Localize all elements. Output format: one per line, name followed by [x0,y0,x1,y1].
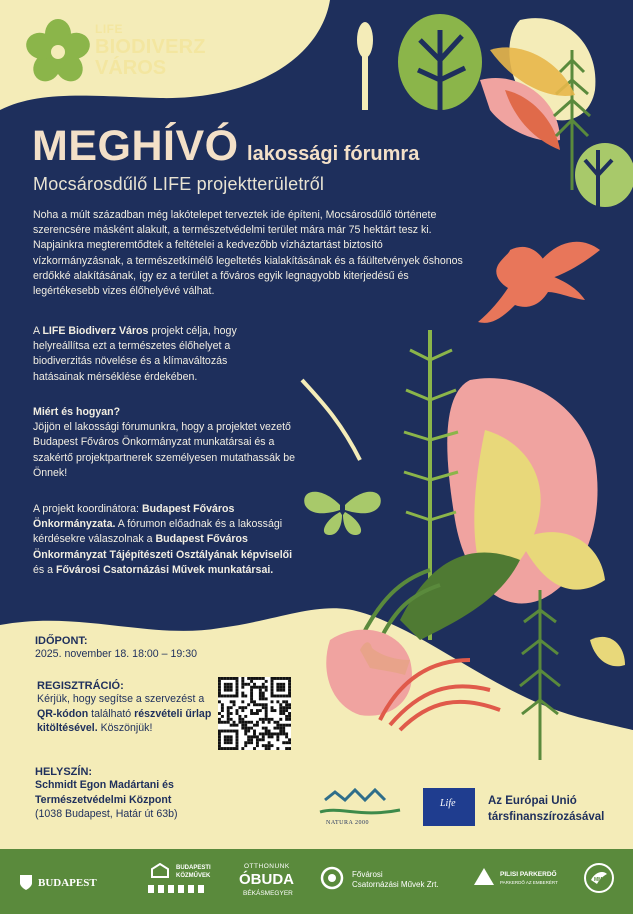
location-label: HELYSZÍN: [35,766,93,778]
partner-mme: MME [594,877,606,883]
natura-2000-logo: NATURA 2000 [326,820,370,826]
coord-text-1: A projekt koordinátora: [33,503,142,515]
partner-obuda-top: OTTHONUNK [244,863,290,870]
coord-text-2: A fórumon előadnak és a lakossági kérdésekre válaszolnak a [33,518,283,546]
coord-text-3: és a [33,563,56,576]
event-datetime [35,635,235,662]
coordinator-paragraph [33,502,295,578]
reg-text-3: Köszönjük! [97,722,153,734]
partner-kozmuvek-1: BUDAPESTI [176,865,211,871]
partner-pilis-2: PARKERDŐ AZ EMBERÉRT [500,880,558,885]
partner-pilis-1: PILISI PARKERDŐ [500,871,557,878]
event-location [35,766,225,822]
why-text: Jöjjön el lakossági fórumunkra, hogy a projektet vezető Budapest Főváros Önkormányzat munkatársai és a szakértő projektpartnerek személyesen mutathassák be Önnek! [33,421,296,479]
coord-bold-2: Budapest Főváros Önkormányzat Tájépítészeti Osztályának képviselői [33,533,293,561]
cream-stalk [302,380,360,460]
logo-line-1: LIFE [95,22,123,36]
coord-bold-1: Budapest Főváros Önkormányzata. [33,503,235,531]
purpose-text-1: A [33,325,43,337]
project-name: LIFE Biodiverz Város [42,325,149,337]
kozmuvek-icon [150,863,170,879]
purpose-paragraph [33,324,278,385]
eu-cofinancing-text [488,793,604,825]
purpose-text-2: projekt célja, hogy helyreállítsa ezt a természetes élőhelyet a biodiverzitás növelése és a klímaváltozás hatásainak mérséklése érdekében. [33,325,237,383]
registration-text [37,692,212,736]
why-heading: Miért és hogyan? [33,406,121,418]
registration-qr-code[interactable] [218,677,291,750]
eu-line-2: társfinanszírozásával [488,811,605,823]
bird-wing [535,242,600,280]
cream-bud [357,22,373,58]
logo-line-2: BIODIVERZ [95,36,206,58]
partner-obuda: ÓBUDA [239,871,294,888]
reg-text-1: Kérjük, hogy segítse a szervezést a [37,693,205,705]
event-registration [37,680,212,736]
reg-bold-1: QR-kódon [37,707,89,720]
life-flag-text: Life [440,798,456,809]
title-sub: lakossági fórumra [247,143,420,165]
fcsm-logo-icon [320,866,344,890]
logo-line-3: VÁROS [95,57,167,79]
budapest-crest-icon [18,873,34,891]
registration-label: REGISZTRÁCIÓ: [37,680,124,692]
title-main: MEGHÍVÓ [32,122,239,170]
reg-text-2: található [88,707,135,720]
partner-kozmuvek-2: KÖZMŰVEK [176,873,211,879]
partner-obuda-sub: BÉKÁSMEGYER [243,890,293,897]
green-leaf-right [575,143,633,207]
time-value: 2025. november 18. 18:00 – 19:30 [35,648,197,660]
page-subtitle: Mocsárosdűlő LIFE projektterületről [33,174,325,194]
partner-fcsm-1: Fővárosi [352,870,383,879]
why-section [33,405,303,481]
intro-paragraph: Noha a múlt században még lakótelepet terveztek ide építeni, Mocsárosdűlő története szerencsére másként alakult, a természetvédelmi terület mára már 75 hektárt tesz ki. Napjainkra megteremtődtek a feltételei a kedvezőbb vízháztartást biztosító vízkormányzásnak, a természetkímélő legeltetés kialakításának és a fáültetvények őshonos erdőkké alakításának, így ez a terület a főváros egyik legnagyobb kiterjedésű és legértékesebb vizes élőhelyévé válhat. [33,209,463,298]
butterfly-icon [304,492,381,535]
kozmuvek-dots-icon [148,885,208,893]
partner-budapest: BUDAPEST [38,877,97,889]
logo-wordmark [95,23,206,78]
partner-logos-bar [0,849,633,914]
pilis-parkerdo-icon [472,865,496,887]
eu-line-1: Az Európai Unió [488,795,577,807]
page-title [32,122,419,171]
time-label: IDŐPONT: [35,635,88,647]
yellow-flower-lower [590,637,625,666]
eu-life-flag [423,788,475,826]
reg-bold-2: részvételi űrlap kitöltésével. [37,707,212,734]
partner-fcsm-2: Csatornázási Művek Zrt. [352,880,439,889]
location-name: Schmidt Egon Madártani és Természetvédelmi Központ [35,779,174,806]
location-address: (1038 Budapest, Határ út 63b) [35,808,178,820]
coord-bold-3: Fővárosi Csatornázási Művek munkatársai. [55,563,274,576]
